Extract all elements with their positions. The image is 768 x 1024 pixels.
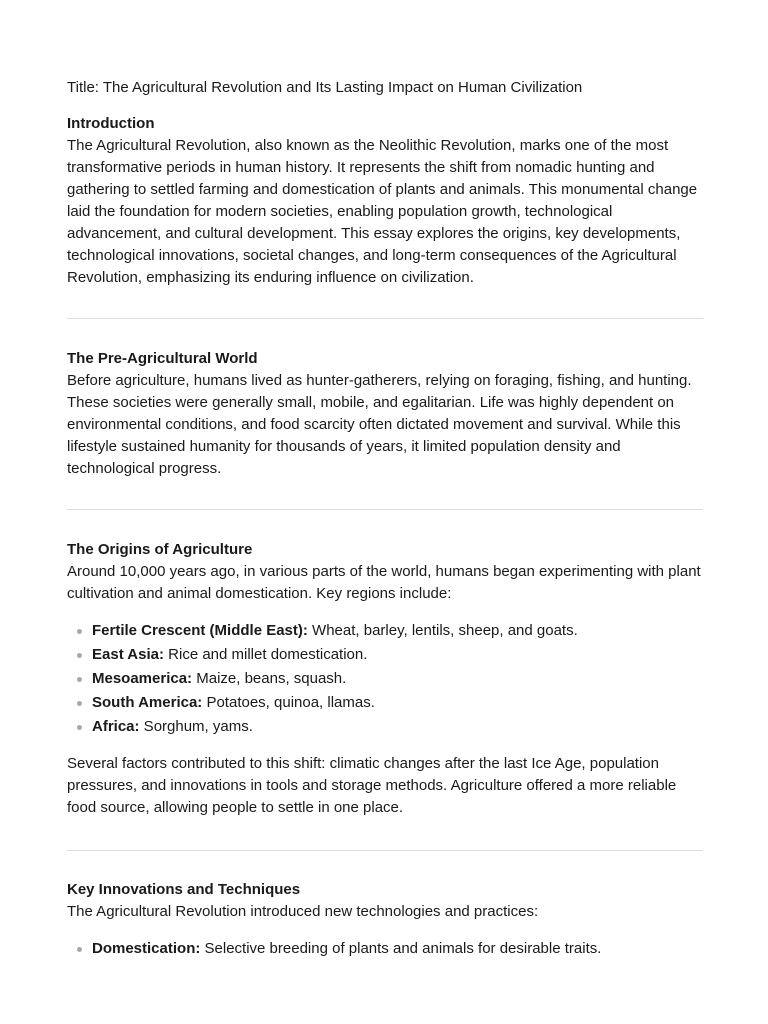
section-divider	[67, 509, 703, 510]
section-origins-of-agriculture	[67, 539, 707, 819]
list-item-text: Potatoes, quinoa, llamas.	[202, 694, 375, 711]
section-heading: The Origins of Agriculture	[67, 541, 253, 558]
list-item-term: Mesoamerica:	[92, 670, 193, 687]
list-item	[67, 715, 707, 739]
paragraph: The Agricultural Revolution, also known as the Neolithic Revolution, marks one of the most transformative periods in human history. It represents the shift from nomadic hunting and gathering to settled farming and domestication of plants and animals. This monumental change laid the foundation for modern societies, enabling population growth, technological advancement, and cultural development. This essay explores the origins, key developments, technological innovations, societal changes, and long-term consequences of the Agricultural Revolution, emphasizing its enduring influence on civilization.	[67, 137, 698, 286]
section-divider	[67, 850, 703, 851]
paragraph: Around 10,000 years ago, in various parts of the world, humans began experimenting with plant cultivation and animal domestication. Key regions include:	[67, 563, 701, 602]
list-item-term: Domestication:	[92, 940, 201, 957]
section-heading: The Pre-Agricultural World	[67, 350, 258, 367]
list-item-text: Rice and millet domestication.	[163, 646, 368, 663]
bullet-icon	[77, 725, 82, 730]
bullet-icon	[77, 629, 82, 634]
list-item	[67, 691, 707, 715]
list-item	[67, 643, 707, 667]
document-title: Title: The Agricultural Revolution and Its Lasting Impact on Human Civilization	[67, 79, 583, 96]
bullet-icon	[77, 653, 82, 658]
list-item	[67, 937, 707, 961]
bullet-icon	[77, 947, 82, 952]
list-item-text: Selective breeding of plants and animals for desirable traits.	[200, 940, 602, 957]
section-heading: Introduction	[67, 115, 155, 132]
list-item	[67, 619, 707, 643]
list-item-text: Wheat, barley, lentils, sheep, and goats.	[307, 622, 578, 639]
section-divider	[67, 318, 703, 319]
innovations-list	[67, 937, 707, 961]
paragraph: Before agriculture, humans lived as hunter-gatherers, relying on foraging, fishing, and hunting. These societies were generally small, mobile, and egalitarian. Life was highly dependent on environmental conditions, and food scarcity often dictated movement and survival. While this lifestyle sustained humanity for thousands of years, it limited population density and technological progress.	[67, 372, 692, 477]
section-pre-agricultural-world	[67, 348, 707, 480]
list-item-term: South America:	[92, 694, 203, 711]
paragraph: Several factors contributed to this shift: climatic changes after the last Ice Age, population pressures, and innovations in tools and storage methods. Agriculture offered a more reliable food source, allowing people to settle in one place.	[67, 755, 677, 816]
list-item	[67, 667, 707, 691]
list-item-text: Sorghum, yams.	[139, 718, 253, 735]
list-item-text: Maize, beans, squash.	[192, 670, 347, 687]
section-introduction	[67, 113, 707, 289]
paragraph: The Agricultural Revolution introduced new technologies and practices:	[67, 903, 539, 920]
section-heading: Key Innovations and Techniques	[67, 881, 301, 898]
list-item-term: Africa:	[92, 718, 140, 735]
list-item-term: East Asia:	[92, 646, 164, 663]
list-item-term: Fertile Crescent (Middle East):	[92, 622, 308, 639]
regions-list	[67, 619, 707, 739]
bullet-icon	[77, 677, 82, 682]
bullet-icon	[77, 701, 82, 706]
section-key-innovations	[67, 879, 707, 961]
